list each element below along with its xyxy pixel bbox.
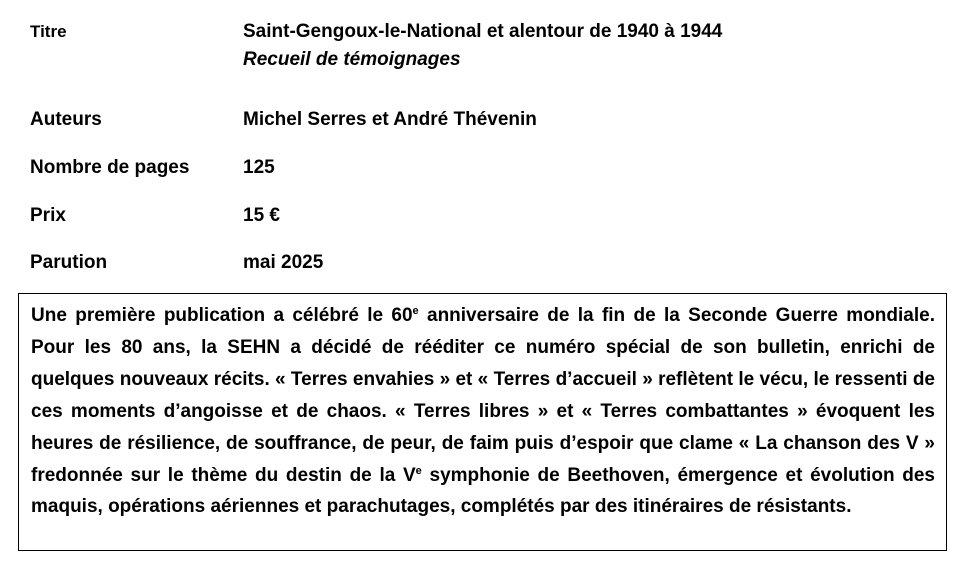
price-label: Prix — [30, 205, 66, 226]
title-label: Titre — [30, 22, 67, 41]
summary-superscript-1: e — [412, 305, 419, 317]
summary-part-2: anniversaire de la fin de la Seconde Guerre mondiale. Pour les 80 ans, la SEHN a décidé de rééditer ce numéro spécial de son bulletin, enrichi de quelques nouveaux récits. « Terres envahies » et « Terres d’accueil » reflètent le vécu, le ressenti de ces moments d’angoisse et de chaos. « Terres libres » et « Terres combattantes » évoquent les heures de résilience, de souffrance, de peur, de faim puis d’espoir que clame « La chanson des V » fredonnée sur le thème du destin de la V — [31, 305, 935, 486]
pages-value: 125 — [243, 157, 275, 178]
authors-label: Auteurs — [30, 109, 102, 130]
pages-label: Nombre de pages — [30, 157, 190, 178]
price-value: 15 € — [243, 205, 280, 226]
summary-superscript-2: e — [415, 464, 422, 477]
book-subtitle: Recueil de témoignages — [243, 49, 461, 70]
publication-value: mai 2025 — [243, 252, 324, 273]
summary-part-3: symphonie de Beethoven, émergence et évolution des maquis, opérations aériennes et parachutages, complétés par des itinéraires de résistants. — [31, 464, 935, 518]
summary-paragraph — [31, 300, 935, 523]
publication-label: Parution — [30, 252, 108, 273]
authors-value: Michel Serres et André Thévenin — [243, 109, 537, 130]
book-title: Saint-Gengoux-le-National et alentour de 1940 à 1944 — [243, 21, 723, 42]
title-value-group — [243, 20, 722, 72]
summary-box — [18, 293, 947, 551]
summary-part-1: Une première publication a célébré le 60 — [31, 305, 413, 326]
